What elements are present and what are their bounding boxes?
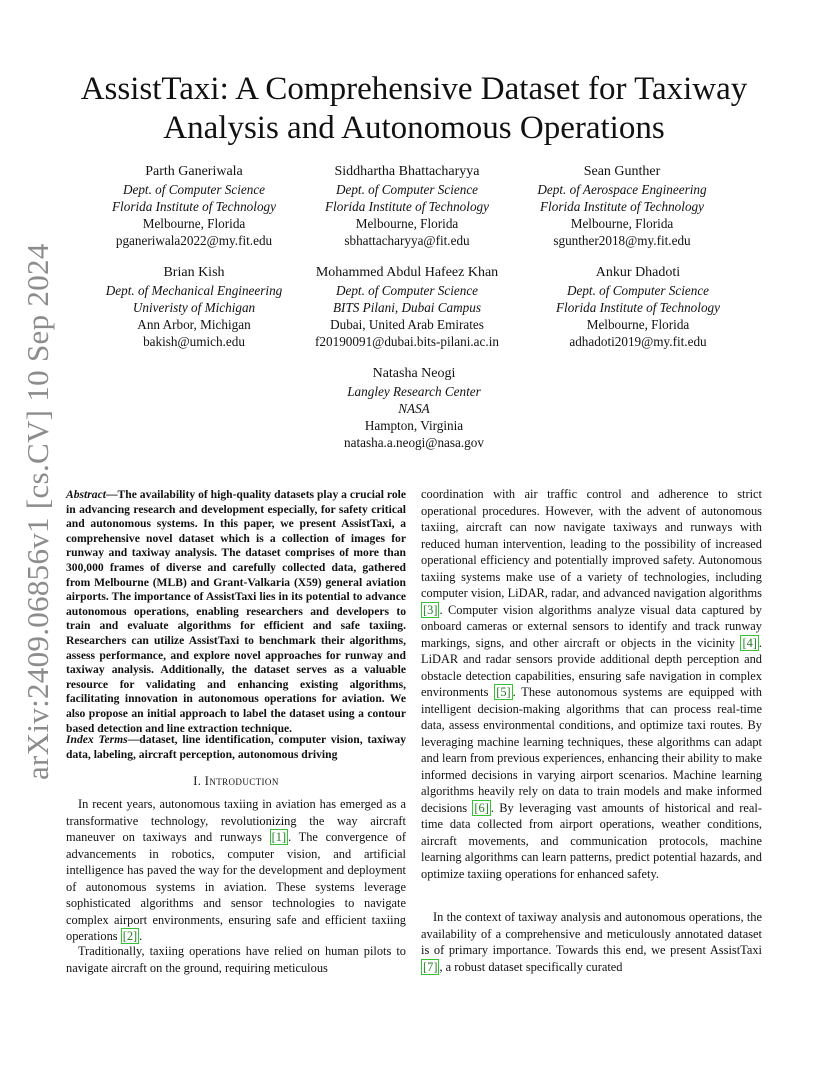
section-title: Introduction	[204, 774, 279, 788]
author-dept: Dept. of Computer Science	[566, 283, 710, 298]
author-org: Florida Institute of Technology	[540, 199, 704, 214]
author-city: Melbourne, Florida	[586, 317, 690, 332]
author-dept: Dept. of Aerospace Engineering	[537, 182, 707, 197]
right-paragraph-2	[421, 909, 762, 975]
author-dept: Dept. of Mechanical Engineering	[105, 283, 283, 298]
author-block	[513, 264, 763, 350]
abstract	[66, 488, 406, 736]
author-block	[282, 264, 532, 350]
paragraph-text: . These autonomous systems are equipped with intelligent decision-making algorithms that can process real-time data, assess environmental conditions, and optimize taxi routes. By leveraging machine learning techniques, these algorithms can adapt and learn from previous experiences, enhancing their ability to make informed decisions in varying airport scenarios. Machine learning algorithms heavily rely on data to train models and make informed decisions	[421, 685, 762, 815]
author-email[interactable]: natasha.a.neogi@nasa.gov	[344, 435, 484, 450]
citation-link[interactable]: [4]	[742, 635, 757, 650]
author-org: BITS Pilani, Dubai Campus	[333, 300, 481, 315]
author-dept: Dept. of Computer Science	[335, 182, 479, 197]
paragraph-text: . By leveraging vast amounts of historical and real-time data collected from airport operations, weather conditions, aircraft movements, and communication protocols, machine learning algorithms can learn patterns, predict potential hazards, and optimize taxiing operations for enhanced safety.	[421, 800, 762, 881]
paragraph-text: . LiDAR and radar sensors provide additional depth perception and obstacle detection capabilities, ensuring safe navigation in complex environments	[421, 635, 762, 699]
author-email[interactable]: f20190091@dubai.bits-pilani.ac.in	[315, 334, 499, 349]
author-city: Hampton, Virginia	[364, 418, 464, 433]
citation-link[interactable]: [5]	[496, 685, 511, 699]
paragraph-text: Traditionally, taxiing operations have relied on human pilots to navigate aircraft on the ground, requiring meticulous	[66, 944, 406, 975]
author-dept: Dept. of Computer Science	[122, 182, 266, 197]
paragraph-text: coordination with air traffic control and adherence to strict operational procedures. However, with the advent of autonomous taxiing, aircraft can now navigate taxiways and runways with reduced human intervention, leading to the possibility of increased operational efficiency and potentially improved safety. Autonomous taxiing systems make use of a variety of technologies, including computer vision, LiDAR, radar, and advanced navigation algorithms	[421, 487, 762, 600]
paragraph-text: In recent years, autonomous taxiing in aviation has emerged as a transformative technology, revolutionizing the way aircraft maneuver on taxiways and runways	[66, 797, 406, 844]
author-email[interactable]: adhadoti2019@my.fit.edu	[569, 334, 707, 349]
intro-paragraph-2	[66, 943, 406, 976]
author-email[interactable]: pganeriwala2022@my.fit.edu	[115, 233, 273, 248]
paragraph-text: . Computer vision algorithms analyze visual data captured by onboard cameras or external sensors to identify and track runway markings, signs, and other aircraft or objects in the vicinity	[421, 602, 762, 650]
author-city: Ann Arbor, Michigan	[137, 317, 251, 332]
paragraph-text: .	[139, 929, 143, 943]
index-terms-lead: Index Terms	[66, 733, 128, 746]
author-name: Ankur Dhadoti	[595, 265, 681, 280]
author-name: Parth Ganeriwala	[145, 164, 243, 179]
citation-link[interactable]: [1]	[271, 830, 287, 844]
paragraph-text: , a robust dataset specifically curated	[439, 959, 623, 974]
author-org: Florida Institute of Technology	[556, 300, 720, 315]
author-dept: Dept. of Computer Science	[335, 283, 479, 298]
index-terms	[66, 733, 406, 762]
author-name: Natasha Neogi	[372, 366, 456, 381]
right-paragraph-1	[421, 486, 762, 882]
author-email[interactable]: sgunther2018@my.fit.edu	[553, 233, 691, 248]
paragraph-text: In the context of taxiway analysis and autonomous operations, the availability of a comprehensive and meticulously annotated dataset is of primary importance. Towards this end, we present AssistTaxi	[421, 910, 762, 957]
author-city: Melbourne, Florida	[570, 216, 674, 231]
author-org: Florida Institute of Technology	[325, 199, 489, 214]
author-name: Brian Kish	[163, 265, 225, 280]
title-line-1: AssistTaxi: A Comprehensive Dataset for Taxiway	[80, 71, 748, 107]
author-email[interactable]: bakish@umich.edu	[143, 334, 245, 349]
author-city: Melbourne, Florida	[355, 216, 459, 231]
citation-link[interactable]: [6]	[474, 800, 489, 815]
paper-title	[60, 70, 768, 148]
citation-link[interactable]: [3]	[423, 602, 438, 617]
intro-paragraph-1	[66, 796, 406, 945]
arxiv-identifier[interactable]: arXiv:2409.06856v1 [cs.CV] 10 Sep 2024	[20, 243, 55, 780]
citation-link[interactable]: [7]	[423, 959, 438, 974]
author-org: NASA	[398, 401, 430, 416]
author-org: Florida Institute of Technology	[112, 199, 276, 214]
section-heading	[66, 774, 406, 789]
title-line-2: Analysis and Autonomous Operations	[163, 110, 665, 146]
author-block	[282, 163, 532, 249]
author-city: Melbourne, Florida	[142, 216, 246, 231]
author-org: Univeristy of Michigan	[132, 300, 256, 315]
author-block	[289, 365, 539, 451]
author-name: Siddhartha Bhattacharyya	[334, 164, 480, 179]
author-city: Dubai, United Arab Emirates	[330, 317, 484, 332]
author-email[interactable]: sbhattacharyya@fit.edu	[344, 233, 470, 248]
author-name: Sean Gunther	[583, 164, 661, 179]
author-name: Mohammed Abdul Hafeez Khan	[315, 265, 499, 280]
citation-link[interactable]: [2]	[122, 929, 138, 943]
abstract-lead: Abstract	[66, 488, 106, 501]
paragraph-text: . The convergence of advancements in robotics, computer vision, and artificial intelligence has paved the way for the development and deployment of autonomous systems in aviation. These systems leverage sophisticated algorithms and sensor technologies to navigate complex airport environments, ensuring safe and efficient taxiing operations	[66, 830, 406, 943]
abstract-text: —The availability of high-quality datasets play a crucial role in advancing research and development especially, for safety critical and autonomous systems. In this paper, we present AssistTaxi, a comprehensive novel dataset which is a collection of images for runway and taxiway analysis. The dataset comprises of more than 300,000 frames of diverse and carefully collected data, gathered from Melbourne (MLB) and Grant-Valkaria (X59) general aviation airports. The importance of AssistTaxi lies in its potential to advance autonomous operations, enabling researchers and developers to train and evaluate algorithms for efficient and safe taxiing. Researchers can utilize AssistTaxi to benchmark their algorithms, assess performance, and explore novel approaches for runway and taxiway analysis. Additionally, the dataset serves as a valuable resource for validating and enhancing existing algorithms, facilitating innovation in autonomous operations for aviation. We also propose an initial approach to label the dataset using a contour based detection and line extraction technique.	[66, 488, 406, 735]
author-dept: Langley Research Center	[347, 384, 481, 399]
section-number: I.	[193, 774, 202, 788]
index-terms-text: —dataset, line identification, computer vision, taxiway data, labeling, aircraft perception, autonomous driving	[66, 733, 406, 761]
author-block	[497, 163, 747, 249]
